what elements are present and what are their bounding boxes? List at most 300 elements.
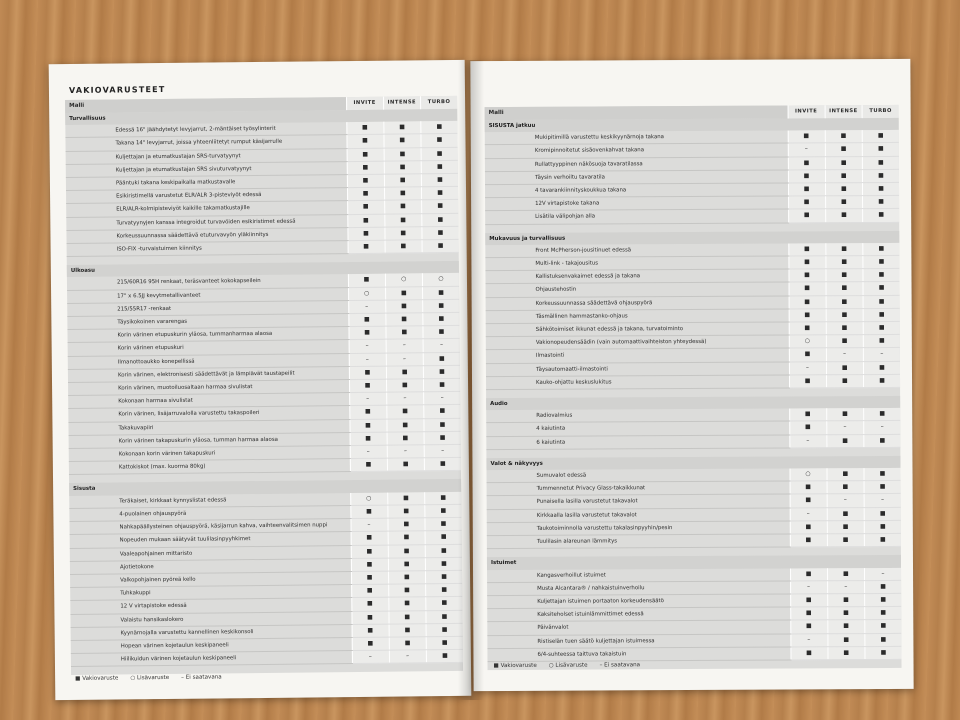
availability-mark: ■	[347, 174, 384, 188]
table-header-row	[485, 105, 899, 120]
availability-mark: ■	[864, 481, 901, 494]
availability-mark: –	[349, 353, 386, 367]
availability-mark: ■	[425, 531, 462, 545]
availability-mark: ■	[788, 196, 825, 209]
availability-mark: ■	[790, 494, 827, 507]
availability-mark: ■	[384, 161, 422, 175]
availability-mark: ■	[827, 633, 865, 646]
availability-mark: ■	[347, 187, 384, 201]
availability-mark: –	[387, 445, 425, 459]
feature-label: Vakionopeudensäädin (vain automaattivaihteiston yhteydessä)	[486, 335, 789, 350]
section-title: Valot & näkyvyys	[486, 456, 900, 470]
feature-label: Teräkaiset, kirkkaat kynnyslistat edessä	[69, 493, 350, 509]
feature-label: Valaistu hansikaslokero	[70, 611, 351, 627]
availability-mark: ■	[825, 169, 863, 182]
feature-label: 215/55R17 -renkaat	[67, 300, 348, 316]
availability-mark: –	[789, 361, 826, 374]
availability-mark: ■	[424, 431, 461, 445]
availability-mark: ■	[385, 240, 423, 254]
availability-mark: ■	[789, 375, 826, 388]
availability-mark: ■	[827, 620, 865, 633]
legend	[494, 662, 641, 669]
availability-mark: ■	[349, 419, 386, 433]
availability-mark: ■	[426, 623, 463, 637]
availability-mark: ■	[387, 458, 425, 472]
section-title: Istuimet	[487, 555, 901, 569]
section-title: SISUSTA jatkuu	[485, 118, 899, 132]
availability-mark: ■	[426, 610, 463, 624]
feature-label: Kokonaan korin värinen takapuskuri	[69, 446, 350, 462]
availability-mark: ■	[827, 481, 865, 494]
trim-column-header: TURBO	[421, 96, 458, 109]
availability-mark: –	[863, 348, 900, 361]
availability-mark: ■	[865, 646, 902, 659]
availability-mark: ■	[863, 209, 900, 222]
availability-mark: –	[386, 339, 424, 353]
availability-mark: ■	[347, 148, 384, 162]
availability-mark: –	[348, 300, 385, 314]
availability-mark: ■	[385, 313, 423, 327]
legend-item: ○ Lisävaruste	[548, 662, 588, 669]
feature-label: Pääntuki takana keskipaikalla matkustavalle	[66, 175, 347, 191]
feature-label: Ohjaustehostin	[486, 282, 789, 297]
availability-mark: –	[389, 650, 427, 664]
availability-mark: ■	[827, 607, 865, 620]
feature-label: Kuljettajan ja etumatkustajan SRS-turvatyynyt	[66, 148, 347, 164]
availability-mark: ■	[388, 544, 426, 558]
availability-mark: ■	[788, 156, 825, 169]
availability-mark: ■	[348, 274, 385, 287]
feature-label: Lisätila välipohjan alla	[485, 209, 788, 224]
model-header: Malli	[65, 97, 346, 113]
availability-mark: –	[424, 392, 461, 406]
availability-mark: –	[864, 421, 901, 434]
availability-mark: –	[864, 494, 901, 507]
availability-mark: ■	[826, 361, 864, 374]
availability-mark: ■	[825, 243, 863, 256]
availability-mark: ■	[825, 143, 863, 156]
feature-label: Kuljettajan ja etumatkustajan SRS sivuturvatyynyt	[66, 161, 347, 177]
availability-mark: ■	[383, 122, 421, 135]
feature-label: 4-puolainen ohjauspyörä	[69, 505, 350, 521]
availability-mark: ■	[352, 624, 389, 638]
feature-label: Tummennetut Privacy Glass-takaikkunat	[487, 481, 790, 496]
availability-mark: ■	[790, 481, 827, 494]
feature-label: Sumuvalot edessä	[486, 469, 789, 483]
availability-mark: ■	[351, 545, 388, 559]
availability-mark: ■	[788, 209, 825, 222]
availability-mark: ■	[426, 650, 463, 664]
availability-mark: ■	[426, 570, 463, 584]
right-page	[470, 59, 913, 691]
availability-mark: ■	[387, 492, 425, 505]
legend	[75, 674, 222, 682]
availability-mark: ■	[387, 432, 425, 446]
availability-mark: ■	[421, 134, 458, 148]
availability-mark: ■	[386, 405, 424, 419]
trim-column-header: INVITE	[788, 105, 825, 118]
section-title: Turvallisuus	[65, 109, 457, 125]
availability-mark: ■	[385, 286, 423, 300]
trim-column-header: INVITE	[346, 97, 383, 110]
availability-mark: ■	[423, 312, 460, 326]
availability-mark: –	[790, 580, 827, 593]
availability-mark: –	[350, 518, 387, 532]
availability-mark: ■	[790, 620, 827, 633]
feature-label: 6/4-suhteessa taittuva takaistuin	[487, 647, 790, 662]
availability-mark: ■	[352, 637, 389, 651]
availability-mark: ■	[351, 584, 388, 598]
feature-label: Korin värinen takapuskurin yläosa, tumman harmaa alaosa	[69, 432, 350, 448]
availability-mark: ■	[827, 594, 865, 607]
availability-mark: –	[386, 352, 424, 366]
availability-mark: ■	[790, 521, 827, 534]
feature-label: Tuulilasin alareunan lämmitys	[487, 534, 790, 549]
availability-mark: ■	[865, 620, 902, 633]
availability-mark: ■	[350, 432, 387, 446]
availability-mark: ■	[426, 584, 463, 598]
section-title: Mukavuus ja turvallisuus	[485, 231, 899, 245]
availability-mark: –	[865, 567, 902, 580]
availability-mark: ■	[827, 507, 865, 520]
availability-mark: ■	[387, 518, 425, 532]
feature-label: ISO-FIX -turvaistuimen kiinnitys	[67, 241, 348, 257]
availability-mark: ■	[825, 256, 863, 269]
feature-label: 17" x 6.5JJ kevytmetallivanteet	[67, 287, 348, 303]
availability-mark: ■	[348, 326, 385, 340]
availability-mark: ■	[825, 209, 863, 222]
availability-mark: ■	[827, 646, 865, 659]
availability-mark: ○	[385, 274, 423, 287]
availability-mark: ■	[387, 505, 425, 519]
availability-mark: ■	[826, 408, 864, 421]
feature-label: Kattokiskot (max. kuorma 80kg)	[69, 459, 350, 475]
availability-mark: ■	[790, 647, 827, 660]
availability-mark: ■	[825, 156, 863, 169]
feature-label: Hiilikuidun värinen kojetaulun keskipaneeli	[71, 651, 352, 667]
feature-label: Kallistuksenvakaimet edessä ja takana	[485, 269, 788, 284]
availability-mark: ■	[826, 434, 864, 447]
availability-mark: ■	[865, 633, 902, 646]
availability-mark: ■	[388, 557, 426, 571]
feature-label: Kromipinnoitetut sisäovenkahvat takana	[485, 143, 788, 158]
availability-mark: ■	[423, 286, 460, 300]
availability-mark: ■	[422, 200, 459, 214]
feature-label: Multi-link - takajousitus	[485, 256, 788, 271]
availability-mark: ■	[424, 405, 461, 419]
availability-mark: ■	[825, 183, 863, 196]
availability-mark: ■	[864, 534, 901, 547]
availability-mark: ■	[790, 534, 827, 547]
availability-mark: ■	[862, 130, 899, 143]
availability-mark: ■	[789, 409, 826, 422]
availability-mark: ■	[789, 348, 826, 361]
availability-mark: –	[827, 580, 865, 593]
availability-mark: –	[789, 434, 826, 447]
availability-mark: ■	[825, 130, 863, 143]
availability-mark: ○	[789, 335, 826, 348]
availability-mark: ■	[865, 593, 902, 606]
trim-column-header: TURBO	[862, 105, 899, 118]
feature-label: Kuljettajan istuimen portaaton korkeudensäätö	[487, 594, 790, 609]
left-page	[49, 60, 472, 700]
availability-mark: ○	[350, 492, 387, 505]
feature-label: Musta Alcantara® / nahkaistuinverhoilu	[487, 581, 790, 596]
page-title: VAKIOVARUSTEET	[68, 84, 166, 95]
availability-mark: ■	[826, 322, 864, 335]
availability-mark: ■	[347, 214, 384, 228]
feature-label: Korin värinen, elektronisesti säädettävät ja lämpiävät taustapeilit	[68, 366, 349, 382]
section-title: Sisusta	[69, 479, 461, 495]
availability-mark: ■	[825, 196, 863, 209]
availability-mark: ■	[349, 366, 386, 380]
feature-label: Edessä 16" jäähdytetyt levyjarrut, 2-mäntäiset työsylinterit	[65, 122, 346, 138]
feature-label: 12V virtapistoke takana	[485, 196, 788, 211]
availability-mark: ■	[425, 504, 462, 518]
availability-mark: ■	[351, 611, 388, 625]
feature-label: Korkeussuunnassa säädettävä ohjauspyörä	[486, 296, 789, 311]
legend-item: ○ Lisävaruste	[130, 674, 170, 682]
availability-mark: ■	[350, 458, 387, 472]
availability-mark: ■	[384, 147, 422, 161]
feature-label: Sähkötoimiset ikkunat edessä ja takana, turvatoiminto	[486, 322, 789, 337]
feature-label: Front McPherson-jousitinuet edessä	[485, 243, 788, 257]
availability-mark: ■	[421, 160, 458, 174]
feature-label: 6 kaiutinta	[486, 435, 789, 450]
availability-mark: ■	[385, 326, 423, 340]
feature-label: 12 V virtapistoke edessä	[70, 598, 351, 614]
availability-mark: ■	[788, 170, 825, 183]
availability-mark: ○	[422, 273, 459, 286]
availability-mark: ■	[422, 226, 459, 240]
availability-mark: ■	[862, 156, 899, 169]
feature-label: Hopean värinen kojetaulun keskipaneeli	[71, 637, 352, 653]
availability-mark: ■	[347, 161, 384, 175]
availability-mark: ■	[789, 295, 826, 308]
availability-mark: ■	[863, 361, 900, 374]
availability-mark: ■	[384, 174, 422, 188]
legend-item: – Ei saatavana	[181, 674, 222, 681]
equipment-table-left	[65, 96, 463, 675]
availability-mark: ■	[863, 295, 900, 308]
availability-mark: ■	[827, 520, 865, 533]
availability-mark: ■	[864, 434, 901, 447]
section-title: Ulkoasu	[67, 261, 459, 277]
availability-mark: –	[386, 392, 424, 406]
availability-mark: ■	[349, 406, 386, 420]
availability-mark: ■	[423, 378, 460, 392]
availability-mark: ■	[788, 183, 825, 196]
availability-mark: ■	[421, 173, 458, 187]
availability-mark: ■	[862, 182, 899, 195]
feature-label: Turvatyynyjen kanssa integroidut turvavöiden esikiristimet edessä	[66, 214, 347, 230]
availability-mark: ■	[424, 418, 461, 432]
availability-mark: –	[826, 348, 864, 361]
availability-mark: –	[826, 421, 864, 434]
availability-mark: ■	[425, 492, 462, 505]
availability-mark: ■	[863, 269, 900, 282]
availability-mark: ■	[827, 468, 865, 481]
availability-mark: ■	[788, 256, 825, 269]
availability-mark: ■	[426, 636, 463, 650]
feature-label: 215/60R16 95H renkaat, teräsvanteet kokokapseilein	[67, 275, 348, 291]
feature-label: Takakuvapiiri	[68, 419, 349, 435]
availability-mark: ■	[862, 143, 899, 156]
feature-label: Täysautomaatti-ilmastointi	[486, 362, 789, 377]
availability-mark: ■	[421, 121, 458, 134]
availability-mark: –	[349, 392, 386, 406]
feature-label: Korin värinen etupuskuri	[68, 340, 349, 356]
availability-mark: ■	[826, 295, 864, 308]
feature-label: Punaisella lasilla varustetut takavalot	[487, 494, 790, 509]
availability-mark: ■	[789, 421, 826, 434]
availability-mark: ■	[384, 187, 422, 201]
availability-mark: ■	[827, 534, 865, 547]
availability-mark: ■	[351, 531, 388, 545]
feature-label: Kaksiteholset istuinlämmittimet edessä	[487, 607, 790, 622]
availability-mark: ■	[349, 379, 386, 393]
section-title: Audio	[486, 396, 900, 410]
availability-mark: ■	[826, 374, 864, 387]
feature-label: Rullattyyppinen näkösuoja tavaratilassa	[485, 157, 788, 172]
feature-label: Vaaleapohjainen mittaristo	[70, 545, 351, 561]
availability-mark: ■	[422, 239, 459, 253]
availability-mark: ■	[347, 201, 384, 215]
availability-mark: ■	[348, 313, 385, 327]
availability-mark: ■	[389, 637, 427, 651]
availability-mark: ■	[386, 379, 424, 393]
availability-mark: ■	[388, 584, 426, 598]
availability-mark: ■	[425, 544, 462, 558]
availability-mark: ■	[863, 243, 900, 256]
availability-mark: ■	[388, 610, 426, 624]
feature-label: Kauko-ohjattu keskuslukitus	[486, 375, 789, 390]
feature-label: Tuhkakuppi	[70, 585, 351, 601]
availability-mark: ■	[351, 558, 388, 572]
availability-mark: ■	[351, 597, 388, 611]
availability-mark: ■	[825, 269, 863, 282]
feature-label: Nopeuden mukaan säätyvät tuulilasinpyyhkimet	[70, 532, 351, 548]
feature-label: Korin värinen, muotoiluosaltaan harmaa sivulistat	[68, 380, 349, 396]
availability-mark: ■	[865, 607, 902, 620]
legend-item: ■ Vakiovaruste	[75, 675, 119, 682]
availability-mark: ■	[863, 308, 900, 321]
availability-mark: ■	[788, 131, 825, 144]
availability-mark: ■	[863, 196, 900, 209]
feature-label: Korkeussuunnassa säädettävä etuturvavyön yläkiinnitys	[66, 227, 347, 243]
availability-mark: ■	[348, 240, 385, 254]
availability-mark: ■	[350, 505, 387, 519]
feature-label: Mukipitimillä varustettu keskikyynärnoja takana	[485, 131, 788, 145]
trim-column-header: INTENSE	[825, 105, 863, 118]
availability-mark: –	[788, 143, 825, 156]
feature-label: Takana 14" levyjarrut, joissa yhteenliitetyt rumput käsijarrulle	[65, 135, 346, 151]
feature-label: 4 tavarankiinnityskoukkua takana	[485, 183, 788, 198]
availability-mark: ■	[826, 282, 864, 295]
availability-mark: ○	[348, 287, 385, 301]
availability-mark: ■	[827, 568, 865, 581]
availability-mark: ■	[788, 269, 825, 282]
availability-mark: ■	[388, 571, 426, 585]
availability-mark: ■	[863, 374, 900, 387]
legend-item: ■ Vakiovaruste	[493, 662, 537, 670]
availability-mark: ■	[864, 408, 901, 421]
feature-label: Täsmällinen hammastanko-ohjaus	[486, 309, 789, 324]
availability-mark: ■	[789, 282, 826, 295]
availability-mark: ■	[788, 243, 825, 256]
availability-mark: ■	[384, 200, 422, 214]
availability-mark: ■	[385, 300, 423, 314]
feature-label: Ilmastointi	[486, 348, 789, 363]
availability-mark: ■	[425, 557, 462, 571]
availability-mark: ■	[864, 468, 901, 481]
availability-mark: ■	[863, 321, 900, 334]
availability-mark: ■	[388, 531, 426, 545]
availability-mark: ■	[383, 134, 421, 148]
availability-mark: ■	[389, 623, 427, 637]
availability-mark: ○	[790, 468, 827, 481]
feature-label: Ilmanottoaukko konepellissä	[68, 353, 349, 369]
model-header: Malli	[485, 105, 788, 120]
availability-mark: ■	[425, 517, 462, 531]
equipment-table-right	[485, 105, 902, 670]
availability-mark: ■	[864, 507, 901, 520]
availability-mark: –	[423, 339, 460, 353]
availability-mark: ■	[865, 580, 902, 593]
availability-mark: –	[350, 445, 387, 459]
availability-mark: ■	[864, 520, 901, 533]
feature-label: Täysikokoinen vararengas	[67, 314, 348, 330]
feature-label: Korin värinen etupuskurin yläosa, tummanharmaa alaosa	[67, 327, 348, 343]
availability-mark: ■	[790, 607, 827, 620]
availability-mark: ■	[351, 571, 388, 585]
availability-mark: ■	[423, 299, 460, 313]
trim-column-header: INTENSE	[383, 96, 421, 109]
availability-mark: ■	[863, 335, 900, 348]
availability-mark: ■	[789, 322, 826, 335]
feature-label: 4 kaiutinta	[486, 421, 789, 436]
availability-mark: ■	[346, 135, 383, 149]
availability-mark: ■	[424, 458, 461, 472]
feature-label: Päivänvalot	[487, 620, 790, 635]
feature-label: Radiovalmius	[486, 409, 789, 423]
availability-mark: –	[790, 507, 827, 520]
availability-mark: ■	[426, 597, 463, 611]
feature-label: Kirkkaalla lasilla varustetut takavalot	[487, 508, 790, 523]
availability-mark: ■	[384, 213, 422, 227]
feature-label: Esikiristimellä varustetut ELR/ALR 3-pisteviyöt edessä	[66, 188, 347, 204]
feature-label: Ristiselän tuen säätö kuljettajan istuimessa	[487, 634, 790, 649]
book-gutter	[458, 60, 484, 700]
feature-label: Kyynärnojalla varustettu kannellinen keskikonsoli	[71, 624, 352, 640]
availability-mark: –	[790, 633, 827, 646]
feature-label: Kangasverhoillut istuimet	[487, 568, 790, 582]
availability-mark: ■	[863, 282, 900, 295]
availability-mark: ■	[386, 366, 424, 380]
feature-label: Taukotoiminnolla varustettu takalasinpyyhin/pesin	[487, 521, 790, 536]
availability-mark: ■	[384, 227, 422, 241]
availability-mark: ■	[423, 365, 460, 379]
feature-label: Täysin verhoiltu tavaratila	[485, 170, 788, 185]
availability-mark: ■	[789, 309, 826, 322]
availability-mark: ■	[863, 255, 900, 268]
availability-mark: ■	[388, 597, 426, 611]
feature-label: ELR/ALR-kolmipisteviyöt kaikille takamatkustajille	[66, 201, 347, 217]
availability-mark: ■	[386, 418, 424, 432]
feature-label: Kokonaan harmaa sivulistat	[68, 393, 349, 409]
availability-mark: –	[352, 650, 389, 664]
legend-item: – Ei saatavana	[599, 662, 641, 669]
